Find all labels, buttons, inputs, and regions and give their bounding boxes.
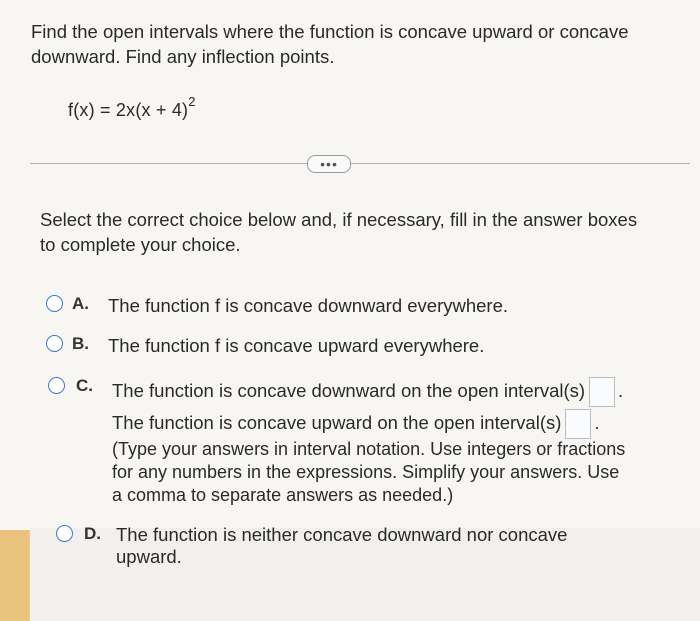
choice-c-text2: The function is concave upward on the open interval(s) <box>112 411 562 433</box>
choice-b-text: The function f is concave upward everywhere. <box>108 335 485 356</box>
instructions: Select the correct choice below and, if necessary, fill in the answer boxes to complete your choice. <box>40 209 638 255</box>
question-prompt: Find the open intervals where the function is concave upward or concave downward. Find any inflection points. <box>31 21 629 67</box>
choice-c-line1 <box>112 377 623 407</box>
choice-d-text2: upward. <box>116 546 182 567</box>
downward-interval-input[interactable] <box>589 377 615 407</box>
period: . <box>594 411 600 433</box>
function-formula <box>68 94 196 121</box>
choice-d-text: The function is neither concave downward nor concave <box>116 524 568 545</box>
radio-c[interactable] <box>48 377 65 394</box>
radio-b[interactable] <box>46 335 63 352</box>
choice-c-line2 <box>112 409 600 439</box>
divider <box>30 163 690 164</box>
answer-format-note: (Type your answers in interval notation. Use integers or fractions for any numbers in the expressions. Simplify your answers. Use a comma to separate answers as needed.) <box>112 439 626 505</box>
choice-c-letter: C. <box>76 376 93 395</box>
radio-a[interactable] <box>46 295 63 312</box>
choice-a-letter: A. <box>72 294 89 313</box>
formula-exponent: 2 <box>188 94 196 109</box>
more-button[interactable]: ••• <box>307 155 351 173</box>
period: . <box>618 379 624 401</box>
choice-d-letter: D. <box>84 524 101 543</box>
formula-base: f(x) = 2x(x + 4) <box>68 100 189 120</box>
upward-interval-input[interactable] <box>565 409 591 439</box>
choice-c-text: The function is concave downward on the open interval(s) <box>112 379 586 401</box>
choice-a-text: The function f is concave downward everywhere. <box>108 295 509 316</box>
choice-b-letter: B. <box>72 334 89 353</box>
radio-d[interactable] <box>56 525 73 542</box>
